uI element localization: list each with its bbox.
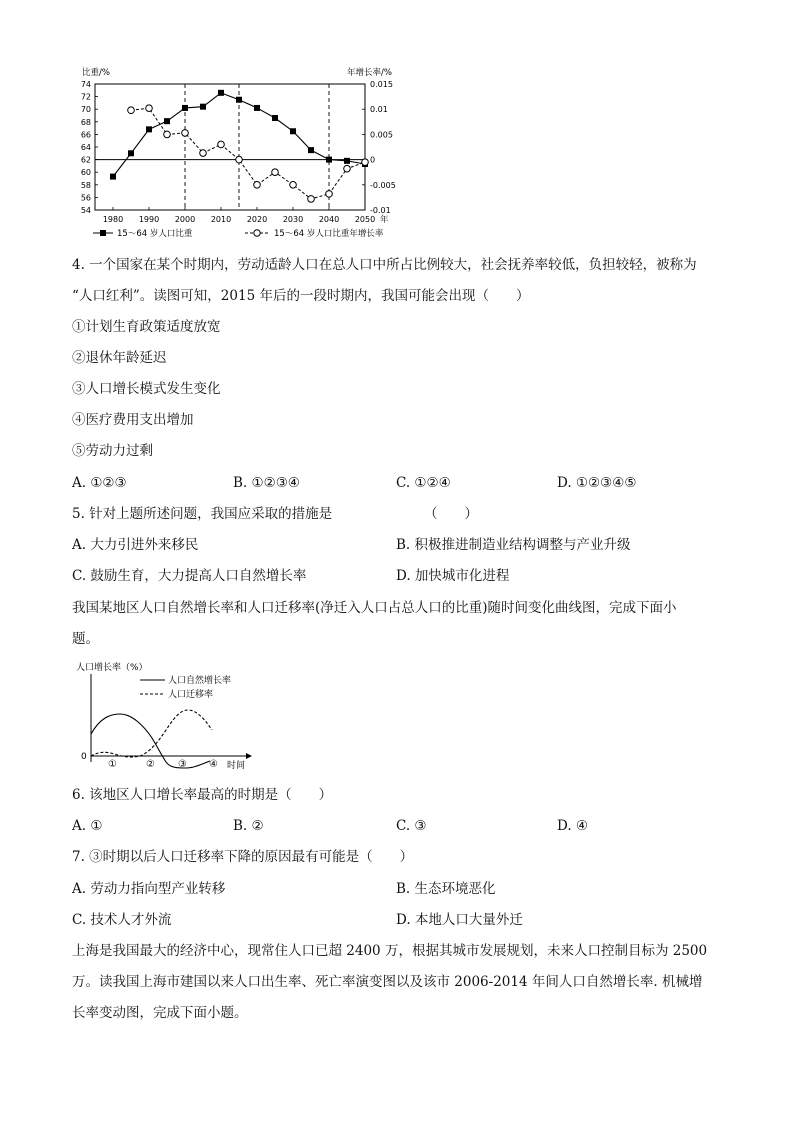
q7-option-b[interactable]: B. 生态环境恶化 (396, 881, 496, 897)
right-tick-label: 0 (370, 155, 376, 165)
rate-point (290, 182, 297, 189)
q7-option-d[interactable]: D. 本地人口大量外迁 (396, 912, 523, 928)
q7-stem: 7. ③时期以后人口迁移率下降的原因最有可能是（ ） (72, 849, 414, 865)
intro2-line1: 我国某地区人口自然增长率和人口迁移率(净迁入人口占总人口的比重)随时间变化曲线图，完成下面小 (72, 600, 677, 616)
rate-point (308, 196, 315, 203)
right-tick-label: 0.01 (370, 105, 388, 115)
ratio-point (344, 158, 350, 164)
left-tick-label: 64 (80, 143, 91, 152)
left-tick-label: 60 (80, 168, 91, 178)
intro2-line2: 题。 (72, 631, 99, 647)
q4-item-3: ③人口增长模式发生变化 (72, 381, 221, 397)
q6-option-d[interactable]: D. ④ (557, 818, 589, 834)
rate-point (254, 182, 261, 189)
chart2-x-label: 时间 (227, 761, 246, 771)
q4-option-c[interactable]: C. ①②④ (396, 475, 451, 491)
x-tick-label: 1990 (138, 215, 160, 224)
x-axis-unit: 年 (380, 215, 389, 225)
q4-stem-line1: 4. 一个国家在某个时期内，劳动适龄人口在总人口中所占比例较大，社会抚养率较低，负担较轻，被称为 (72, 257, 697, 273)
q7-option-a[interactable]: A. 劳动力指向型产业转移 (72, 881, 226, 897)
ratio-point (272, 115, 278, 121)
q4-item-2: ②退休年龄延迟 (72, 350, 167, 366)
period-3-label: ③ (178, 759, 187, 770)
rate-point (164, 131, 171, 138)
ratio-point (164, 118, 170, 124)
left-tick-label: 56 (80, 193, 91, 203)
q4-option-d[interactable]: D. ①②③④⑤ (557, 475, 637, 491)
rate-point (272, 169, 279, 176)
period-1-label: ① (108, 759, 117, 770)
q7-option-c[interactable]: C. 技术人才外流 (72, 912, 172, 928)
intro3-line1: 上海是我国最大的经济中心，现常住人口已超 2400 万，根据其城市发展规划，未来人口控制目标为 2500 (72, 943, 708, 959)
ratio-point (146, 126, 152, 132)
right-axis-label: 年增长率/% (347, 68, 392, 78)
ratio-point (200, 104, 206, 110)
legend-migration-label: 人口迁移率 (168, 690, 214, 700)
right-tick-label: 0.015 (370, 80, 393, 89)
ratio-point (182, 105, 188, 111)
chart2-x-arrow (246, 753, 252, 759)
ratio-point (254, 105, 260, 111)
legend-square-marker (100, 230, 106, 236)
x-tick-label: 2040 (318, 215, 340, 224)
legend-natural-label: 人口自然增长率 (168, 676, 232, 686)
ratio-point (308, 147, 314, 153)
left-axis-label: 比重/% (82, 68, 110, 78)
q6-option-a[interactable]: A. ① (72, 818, 103, 834)
legend-circle-marker (254, 230, 260, 236)
ratio-point (326, 157, 332, 163)
chart2-y-label: 人口增长率（%） (76, 663, 148, 673)
right-tick-label: -0.005 (370, 180, 396, 190)
q5-option-d[interactable]: D. 加快城市化进程 (396, 568, 510, 584)
migration-curve (91, 710, 212, 757)
q6-option-b[interactable]: B. ② (233, 818, 264, 834)
left-tick-label: 54 (80, 206, 91, 215)
q5-answer-paren: （ ） (424, 506, 478, 522)
intro3-line2: 万。读我国上海市建国以来人口出生率、死亡率演变图以及该市 2006-2014 年间人口自然增长率. 机械增 (72, 974, 703, 990)
q4-item-1: ①计划生育政策适度放宽 (72, 319, 221, 335)
q4-option-b[interactable]: B. ①②③④ (233, 475, 300, 491)
legend-ratio-label: 15～64 岁人口比重 (117, 229, 193, 239)
q4-item-5: ⑤劳动力过剩 (72, 443, 153, 459)
period-2-label: ② (146, 759, 155, 770)
legend-rate-label: 15～64 岁人口比重年增长率 (274, 229, 384, 239)
period-4-label: ④ (209, 759, 218, 770)
q6-stem: 6. 该地区人口增长率最高的时期是（ ） (72, 787, 333, 803)
left-tick-label: 70 (80, 105, 91, 115)
rate-point (200, 150, 207, 157)
left-tick-label: 68 (80, 117, 91, 127)
rate-point (146, 105, 153, 112)
q5-option-b[interactable]: B. 积极推进制造业结构调整与产业升级 (396, 537, 631, 553)
chart2-zero-label: 0 (81, 752, 87, 762)
x-tick-label: 2050 (354, 215, 376, 224)
legend (93, 228, 384, 239)
population-ratio-chart (60, 60, 420, 245)
left-tick-label: 74 (80, 80, 91, 89)
ratio-point (218, 90, 224, 96)
rate-point (326, 191, 333, 198)
ratio-point (110, 174, 116, 180)
q5-option-a[interactable]: A. 大力引进外来移民 (72, 537, 199, 553)
x-tick-label: 2030 (282, 215, 304, 224)
right-tick-label: -0.01 (370, 206, 391, 215)
q5-stem: 5. 针对上题所述问题，我国应采取的措施是 (72, 506, 333, 522)
rate-point (344, 165, 351, 172)
q5-option-c[interactable]: C. 鼓励生育，大力提高人口自然增长率 (72, 568, 307, 584)
x-tick-label: 2010 (210, 215, 232, 224)
rate-point (128, 107, 135, 114)
x-tick-label: 1980 (102, 215, 124, 224)
growth-rate-chart (70, 658, 290, 778)
left-tick-label: 66 (80, 130, 91, 140)
right-tick-label: 0.005 (370, 130, 393, 140)
ratio-point (236, 97, 242, 103)
q4-option-a[interactable]: A. ①②③ (72, 475, 127, 491)
q4-stem-line2: “人口红利”。读图可知，2015 年后的一段时期内，我国可能会出现（ ） (72, 288, 530, 304)
left-tick-label: 62 (80, 155, 91, 165)
rate-point (236, 156, 243, 163)
ratio-point (290, 128, 296, 134)
rate-point (218, 141, 225, 148)
rate-point (182, 130, 189, 137)
x-tick-label: 2020 (246, 215, 268, 224)
q4-item-4: ④医疗费用支出增加 (72, 412, 194, 428)
left-tick-label: 58 (80, 180, 91, 190)
x-tick-label: 2000 (174, 215, 196, 224)
rate-point (362, 159, 369, 166)
q6-option-c[interactable]: C. ③ (396, 818, 427, 834)
ratio-point (128, 150, 134, 156)
left-tick-label: 72 (80, 92, 91, 102)
intro3-line3: 长率变动图，完成下面小题。 (72, 1005, 248, 1021)
